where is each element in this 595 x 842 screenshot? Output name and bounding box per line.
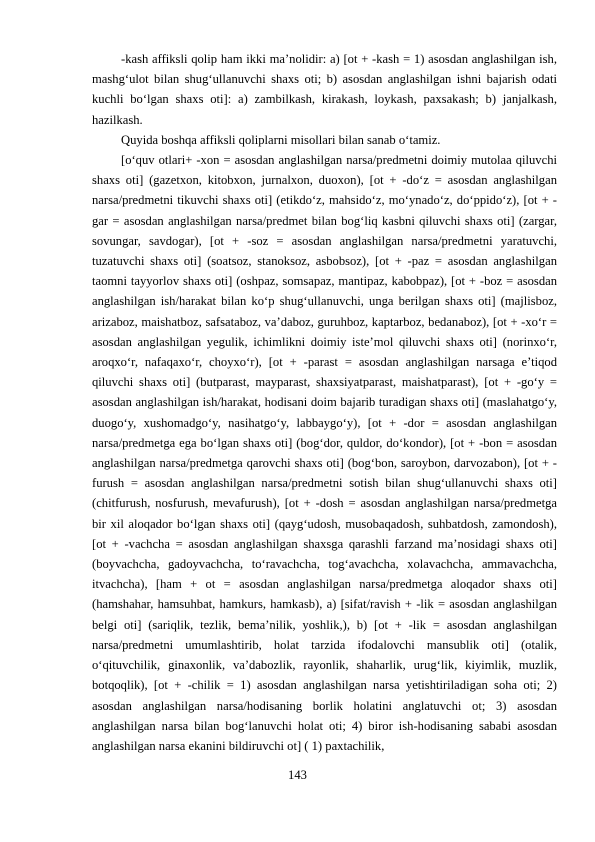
body-text [92,49,557,756]
page-number: 143 [288,768,307,782]
paragraph-intro: Quyida boshqa affiksli qoliplarni misollari bilan sanab o‘tamiz. [121,132,441,147]
paragraph-affix-list: [o‘quv otlari+ -xon = asosdan anglashilgan narsa/predmetni doimiy mutolaa qiluvchi shaxs oti] (gazetxon, kitobxon, jurnalxon, duoxon), [ot + -do‘z = asosdan anglashilgan narsa/predmetni tikuvchi shaxs oti] (etikdo‘z, mahsido‘z, mo‘ynado‘z, do‘ppido‘z), [ot + -gar = asosdan anglashilgan narsa/predmet bilan bog‘liq kasbni qiluvchi shaxs oti] (zargar, sovungar, savdogar), [ot + -soz = asosdan anglashilgan narsa/predmetni yaratuvchi, tuzatuvchi shaxs oti] (soatsoz, stanoksoz, asbobsoz), [ot + -paz = asosdan anglashilgan taomni tayyorlov shaxs oti] (oshpaz, somsapaz, mantipaz, kabobpaz), [ot + -boz = asosdan anglashilgan ish/harakat bilan ko‘p shug‘ullanuvchi, unga berilgan shaxs oti] (majlisboz, arizaboz, maishatboz, safsataboz, va’daboz, guruhboz, kaptarboz, bedanaboz), [ot + -xo‘r = asosdan anglashilgan yegulik, ichimlikni doimiy iste’mol qiluvchi shaxs oti] (norinxo‘r, aroqxo‘r, nafaqaxo‘r, choyxo‘r), [ot + -parast = asosdan anglashilgan narsaga e’tiqod qiluvchi shaxs oti] (butparast, mayparast, shaxsiyatparast, maishatparast), [ot + -go‘y = asosdan anglashilgan ish/harakat, hodisani doim bajarib turadigan shaxs oti] (maslahatgo‘y, duogo‘y, xushomadgo‘y, nasihatgo‘y, labbaygo‘y), [ot + -dor = asosdan anglashilgan narsa/predmetga ega bo‘lgan shaxs oti] (bog‘dor, quldor, do‘kondor), [ot + -bon = asosdan anglashilgan narsa/predmetga qarovchi shaxs oti] (bog‘bon, saroybon, darvozabon), [ot + -furush = asosdan anglashilgan narsa/predmetni sotish bilan shug‘ullanuvchi shaxs oti] (chitfurush, nosfurush, mevafurush), [ot + -dosh = asosdan anglashilgan narsa/predmetga bir xil aloqador bo‘lgan shaxs oti] (qayg‘udosh, musobaqadosh, suhbatdosh, zamondosh), [ot + -vachcha = asosdan anglashilgan shaxsga qarashli farzand ma’nosidagi shaxs oti] (boyvachcha, gadoyvachcha, to‘ravachcha, tog‘avachcha, xolavachcha, ammavachcha, itvachcha), [ham + ot = asosdan anglashilgan narsa/predmetga aloqador shaxs oti] (hamshahar, hamsuhbat, hamkurs, hamkasb), a) [sifat/ravish + -lik = asosdan anglashilgan belgi oti] (sariqlik, tezlik, bema’nilik, yoshlik,), b) [ot + -lik = asosdan anglashilgan narsa/predmetni umumlashtirib, holat tarzida ifodalovchi mansublik oti] (otalik, o‘qituvchilik, ginaxonlik, va’dabozlik, rayonlik, shaharlik, urug‘lik, kiyimlik, muzlik, botqoqlik), [ot + -chilik = 1) asosdan anglashilgan narsa yetishtiriladigan soha oti; 2) asosdan anglashilgan narsa/hodisaning borlik holatini anglatuvchi ot; 3) asosdan anglashilgan narsa bilan bog‘lanuvchi holat oti; 4) biror ish-hodisaning sababi asosdan anglashilgan narsa ekanini bildiruvchi ot] ( 1) paxtachilik, [92,153,557,753]
paragraph-kash: -kash affiksli qolip ham ikki ma’nolidir: a) [ot + -kash = 1) asosdan anglashilgan ish, mashg‘ulot bilan shug‘ullanuvchi shaxs oti; b) asosdan anglashilgan ishni bajarish odati kuchli bo‘lgan shaxs oti]: a) zambilkash, kirakash, loykash, paxsakash; b) janjalkash, hazilkash. [92,52,557,127]
